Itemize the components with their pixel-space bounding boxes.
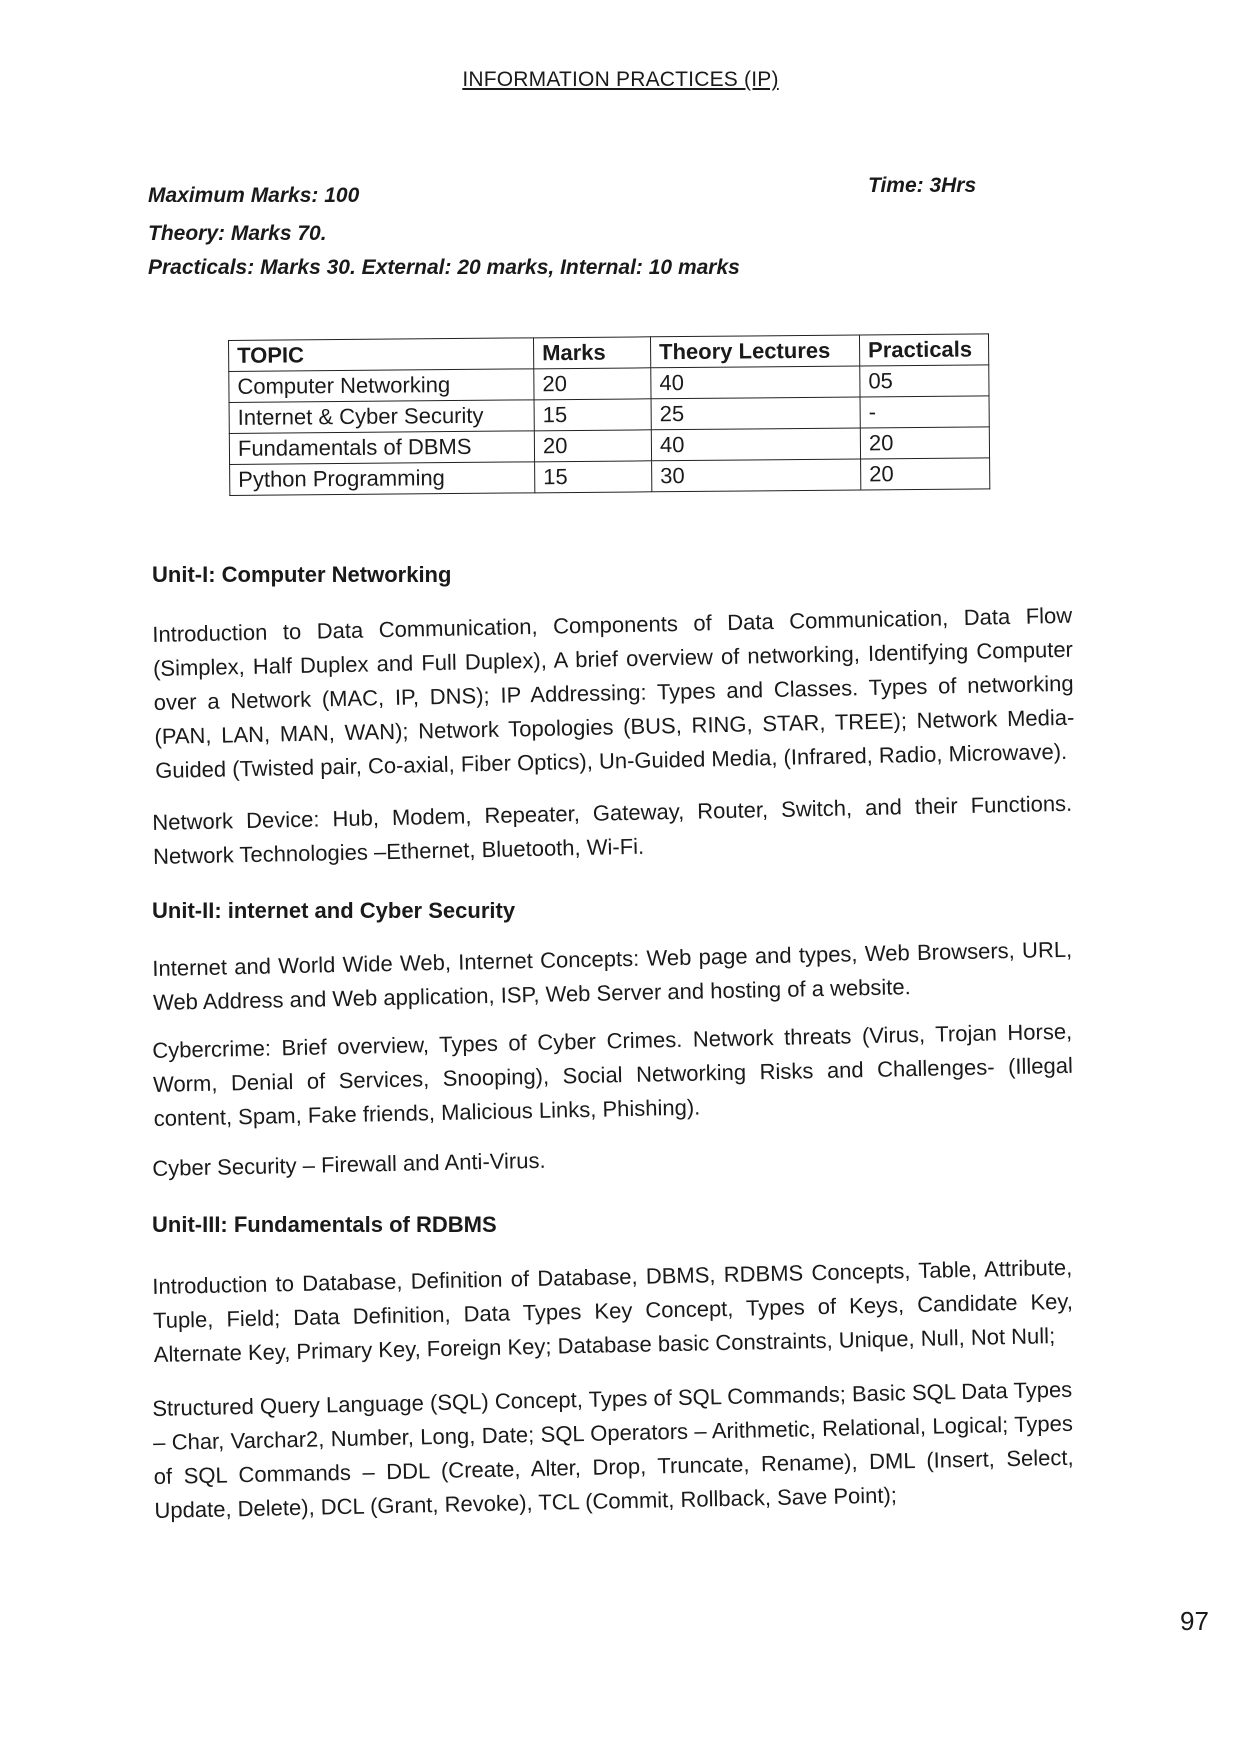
cell-theory-lectures: 30	[652, 459, 861, 492]
cell-theory-lectures: 40	[651, 366, 860, 399]
unit-3-heading: Unit-III: Fundamentals of RDBMS	[152, 1212, 497, 1237]
unit-3-paragraph-1: Introduction to Database, Definition of Database, DBMS, RDBMS Concepts, Table, Attribute, Tuple, Field; Data Definition, Data Types Key Concept, Types of Keys, Candidate Key, Alternate Key, Primary Key, Foreign Key; Database basic Constraints, Unique, Null, Not Null;	[152, 1254, 1074, 1367]
cell-topic: Internet & Cyber Security	[229, 400, 534, 434]
cell-practicals: 05	[860, 365, 989, 397]
time-duration: Time: 3Hrs	[868, 174, 977, 197]
header-theory-lectures: Theory Lectures	[650, 335, 859, 368]
unit-1-paragraph-1: Introduction to Data Communication, Components of Data Communication, Data Flow (Simplex, Half Duplex and Full Duplex), A brief overview of networking, Identifying Computer over a Network (MAC, IP, DNS); IP Addressing: Types and Classes. Types of networking (PAN, LAN, MAN, WAN); Network Topologies (BUS, RING, STAR, TREE); Network Media- Guided (Twisted pair, Co-axial, Fiber Optics), Un-Guided Media, (Infrared, Radio, Microwave).	[152, 602, 1075, 783]
header-topic: TOPIC	[229, 338, 534, 372]
cell-practicals: 20	[860, 427, 989, 459]
document-title: INFORMATION PRACTICES (IP)	[462, 68, 779, 91]
header-practicals: Practicals	[859, 334, 988, 366]
cell-marks: 15	[535, 461, 652, 493]
cell-marks: 20	[534, 368, 651, 400]
cell-theory-lectures: 40	[651, 428, 860, 461]
cell-marks: 15	[534, 399, 651, 431]
page-number: 97	[1180, 1606, 1209, 1636]
cell-theory-lectures: 25	[651, 397, 860, 430]
cell-topic: Computer Networking	[229, 369, 534, 403]
unit-2-paragraph-2: Cybercrime: Brief overview, Types of Cyber Crimes. Network threats (Virus, Trojan Horse, Worm, Denial of Services, Snooping), Social Networking Risks and Challenges- (Illegal content, Spam, Fake friends, Malicious Links, Phishing).	[152, 1018, 1074, 1131]
cell-topic: Python Programming	[230, 462, 535, 496]
unit-2-paragraph-1: Internet and World Wide Web, Internet Concepts: Web page and types, Web Browsers, URL, Web Address and Web application, ISP, Web Server and hosting of a website.	[152, 936, 1073, 1015]
marks-distribution-table	[228, 333, 990, 496]
cell-marks: 20	[534, 430, 651, 462]
practical-marks: Practicals: Marks 30. External: 20 marks, Internal: 10 marks	[148, 256, 740, 279]
theory-marks: Theory: Marks 70.	[148, 222, 327, 245]
cell-practicals: -	[860, 396, 989, 428]
maximum-marks: Maximum Marks: 100	[148, 184, 360, 207]
unit-2-paragraph-3: Cyber Security – Firewall and Anti-Virus.	[152, 1147, 546, 1181]
unit-2-heading: Unit-II: internet and Cyber Security	[152, 898, 516, 923]
unit-3-paragraph-2: Structured Query Language (SQL) Concept, Types of SQL Commands; Basic SQL Data Types – Char, Varchar2, Number, Long, Date; SQL Operators – Arithmetic, Relational, Logical; Types of SQL Commands – DDL (Create, Alter, Drop, Truncate, Rename), DML (Insert, Select, Update, Delete), DCL (Grant, Revoke), TCL (Commit, Rollback, Save Point);	[152, 1376, 1074, 1523]
unit-1-heading: Unit-I: Computer Networking	[152, 562, 452, 587]
table-row	[230, 458, 990, 496]
cell-topic: Fundamentals of DBMS	[229, 431, 534, 465]
unit-1-paragraph-2: Network Device: Hub, Modem, Repeater, Gateway, Router, Switch, and their Functions. Network Technologies –Ethernet, Bluetooth, Wi-Fi.	[152, 790, 1073, 869]
header-marks: Marks	[533, 337, 650, 369]
cell-practicals: 20	[861, 458, 990, 490]
